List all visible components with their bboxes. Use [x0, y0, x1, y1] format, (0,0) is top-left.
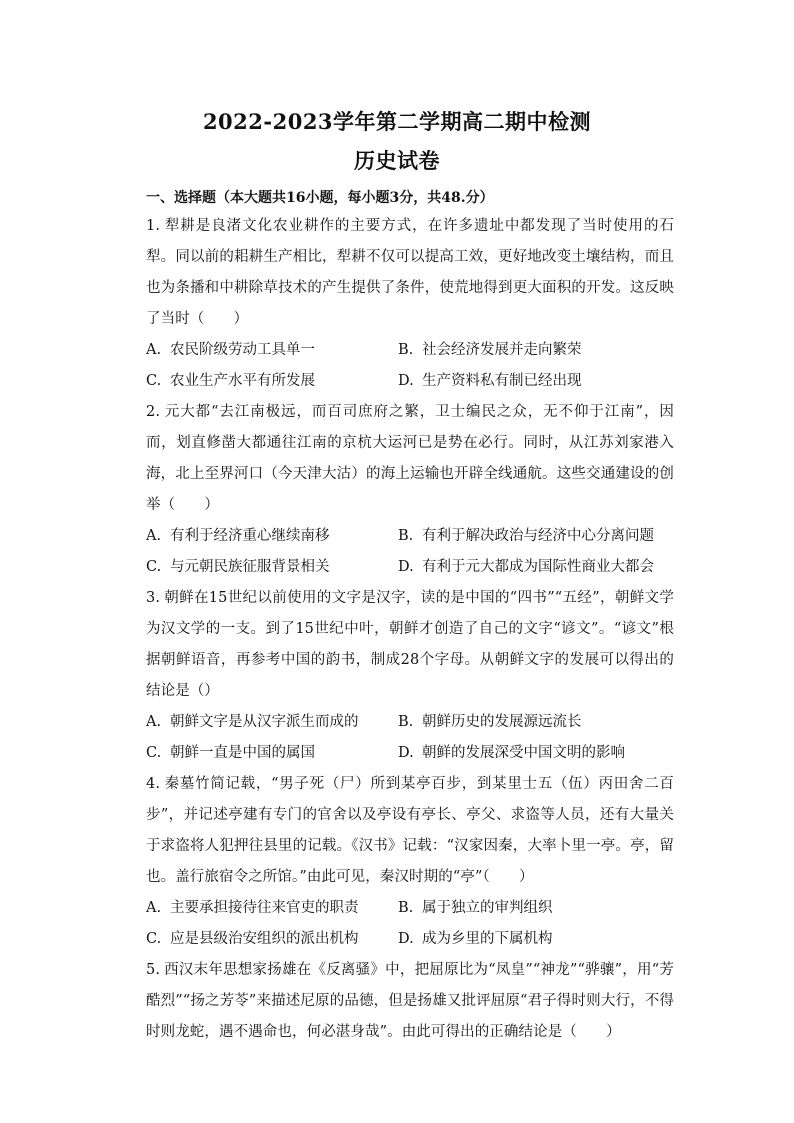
question-list: [146, 211, 674, 1048]
option-c[interactable]: [146, 552, 398, 583]
option-letter: D.: [398, 373, 414, 389]
option-text: 社会经济发展并走向繁荣: [422, 342, 582, 358]
option-text: 主要承担接待往来官吏的职责: [170, 900, 359, 916]
option-a[interactable]: [146, 893, 398, 924]
exam-subtitle: 历史试卷: [354, 148, 440, 173]
option-b[interactable]: [398, 521, 674, 552]
question-1: [146, 211, 674, 397]
question-number: 1.: [146, 218, 161, 234]
option-text: 有利于经济重心继续南移: [170, 528, 330, 544]
question-text: 元大都“去江南极远，而百司庶府之繁，卫士编民之众，无不仰于江南”，因而，划直修凿大都通往江南的京杭大运河已是势在必行。同时，从江苏刘家港入海，北上至界河口（今天津大沽）的海上运输也开辟全线通航。这些交通建设的创举（ ）: [146, 404, 674, 513]
section-heading: 一、选择题（本大题共16小题，每小题3分，共48.分）: [146, 190, 494, 206]
option-text: 属于独立的审判组织: [422, 900, 553, 916]
option-letter: C.: [146, 745, 162, 761]
option-grid: [146, 521, 674, 583]
question-5: [146, 955, 674, 1048]
option-letter: A.: [146, 714, 162, 730]
option-b[interactable]: [398, 893, 674, 924]
question-stem: [146, 955, 674, 1048]
option-letter: A.: [146, 342, 162, 358]
option-text: 生产资料私有制已经出现: [422, 373, 582, 389]
option-letter: C.: [146, 559, 162, 575]
option-grid: [146, 335, 674, 397]
question-stem: [146, 397, 674, 521]
option-text: 与元朝民族征服背景相关: [170, 559, 330, 575]
option-a[interactable]: [146, 521, 398, 552]
option-c[interactable]: [146, 366, 398, 397]
option-letter: D.: [398, 745, 414, 761]
question-stem: [146, 211, 674, 335]
option-a[interactable]: [146, 707, 398, 738]
question-2: [146, 397, 674, 583]
option-c[interactable]: [146, 924, 398, 955]
option-text: 朝鲜一直是中国的属国: [170, 745, 315, 761]
option-letter: B.: [398, 900, 414, 916]
option-b[interactable]: [398, 707, 674, 738]
option-b[interactable]: [398, 335, 674, 366]
option-c[interactable]: [146, 738, 398, 769]
option-letter: C.: [146, 373, 162, 389]
option-letter: B.: [398, 342, 414, 358]
question-text: 犁耕是良渚文化农业耕作的主要方式，在许多遗址中都发现了当时使用的石犁。同以前的耜耕生产相比，犁耕不仅可以提高工效，更好地改变土壤结构，而且也为条播和中耕除草技术的产生提供了条件，使荒地得到更大面积的开发。这反映了当时（ ）: [146, 218, 674, 327]
option-letter: B.: [398, 528, 414, 544]
option-grid: [146, 893, 674, 955]
option-letter: A.: [146, 528, 162, 544]
option-text: 朝鲜历史的发展源远流长: [422, 714, 582, 730]
option-letter: B.: [398, 714, 414, 730]
question-3: [146, 583, 674, 769]
option-d[interactable]: [398, 552, 674, 583]
option-text: 有利于解决政治与经济中心分离问题: [422, 528, 654, 544]
option-a[interactable]: [146, 335, 398, 366]
option-text: 有利于元大都成为国际性商业大都会: [422, 559, 654, 575]
exam-title: 2022-2023学年第二学期高二期中检测: [202, 109, 592, 134]
option-d[interactable]: [398, 924, 674, 955]
option-text: 成为乡里的下属机构: [422, 931, 553, 947]
option-letter: D.: [398, 559, 414, 575]
option-letter: A.: [146, 900, 162, 916]
question-number: 3.: [146, 590, 161, 606]
question-stem: [146, 769, 674, 893]
option-grid: [146, 707, 674, 769]
option-text: 朝鲜文字是从汉字派生而成的: [170, 714, 359, 730]
question-number: 5.: [146, 962, 161, 978]
option-letter: D.: [398, 931, 414, 947]
question-number: 4.: [146, 776, 161, 792]
option-d[interactable]: [398, 366, 674, 397]
option-d[interactable]: [398, 738, 674, 769]
option-letter: C.: [146, 931, 162, 947]
question-4: [146, 769, 674, 955]
option-text: 朝鲜的发展深受中国文明的影响: [422, 745, 625, 761]
option-text: 农业生产水平有所发展: [170, 373, 315, 389]
option-text: 应是县级治安组织的派出机构: [170, 931, 359, 947]
question-text: 西汉末年思想家扬雄在《反离骚》中，把屈原比为“凤皇”“神龙”“骅骧”，用“芳酷烈”“扬之芳苓”来描述尼原的品德，但是扬雄又批评屈原“君子得时则大行，不得时则龙蛇，遇不遇命也，何必湛身哉”。由此可得出的正确结论是（ ）: [146, 962, 674, 1040]
question-text: 秦墓竹简记载，“男子死（尸）所到某亭百步，到某里士五（伍）丙田舍二百步”，并记述亭建有专门的官舍以及亭设有亭长、亭父、求盗等人员，还有大量关于求盗将人犯押往县里的记载。《汉书》记载：“汉家因秦，大率卜里一亭。亭，留也。盖行旅宿令之所馆。”由此可见，秦汉时期的“亭”（ ）: [146, 776, 674, 885]
option-text: 农民阶级劳动工具单一: [170, 342, 315, 358]
question-number: 2.: [146, 404, 161, 420]
question-text: 朝鲜在15世纪以前使用的文字是汉字，读的是中国的“四书”“五经”，朝鲜文学为汉文学的一支。到了15世纪中叶，朝鲜才创造了自己的文字“谚文”。“谚文”根据朝鲜语音，再参考中国的韵书，制成28个字母。从朝鲜文字的发展可以得出的结论是（）: [146, 590, 674, 699]
question-stem: [146, 583, 674, 707]
